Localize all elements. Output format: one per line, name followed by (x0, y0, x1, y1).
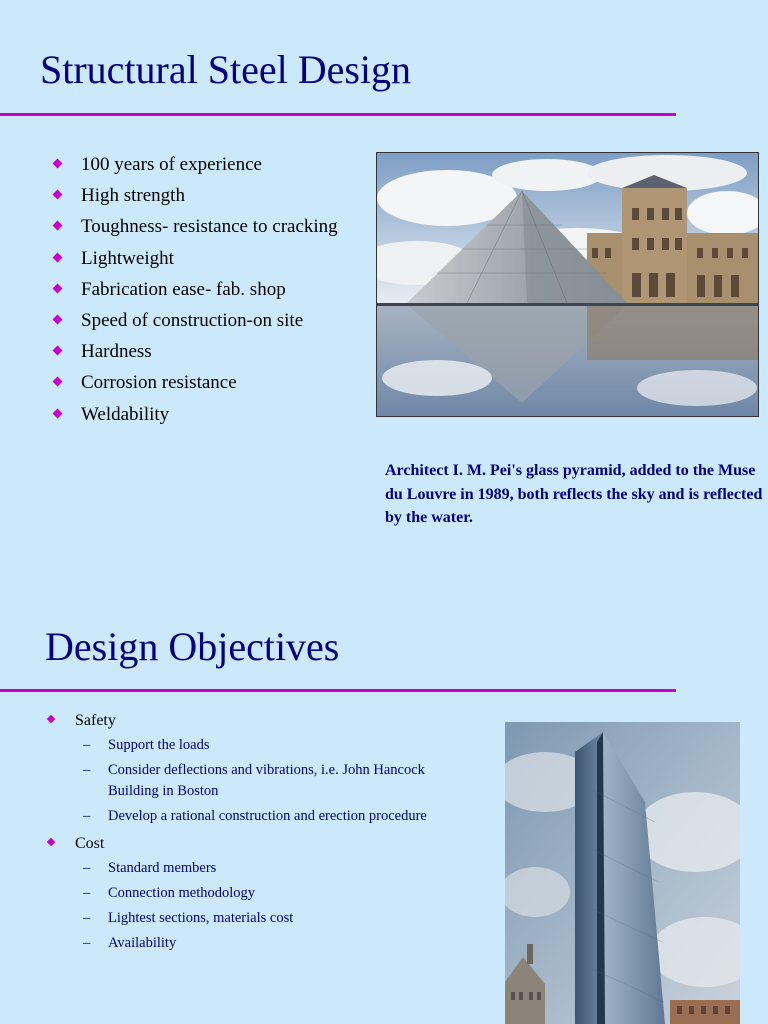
list-item (52, 369, 382, 400)
dash-bullet-icon: – (83, 910, 91, 926)
diamond-bullet-icon (53, 190, 63, 200)
sub-list-item (75, 735, 456, 756)
louvre-pyramid-photo (376, 152, 759, 417)
diamond-bullet-icon (47, 715, 55, 723)
dash-bullet-icon: – (83, 885, 91, 901)
sub-item-text: Availability (108, 935, 177, 951)
slide-title: Structural Steel Design (40, 47, 412, 92)
slide-title: Design Objectives (45, 624, 340, 669)
dash-bullet-icon: – (83, 860, 91, 876)
sub-list (75, 735, 456, 826)
bullet-text: Weldability (81, 403, 170, 425)
dash-bullet-icon: – (83, 737, 91, 753)
objectives-list (46, 710, 456, 961)
slide-design-objectives (0, 580, 768, 1024)
bullet-text: Corrosion resistance (81, 372, 237, 394)
sub-list-item (75, 760, 456, 801)
sub-item-text: Lightest sections, materials cost (108, 910, 294, 926)
list-item (52, 401, 382, 432)
sub-list-item (75, 933, 456, 954)
diamond-bullet-icon (53, 252, 63, 262)
list-item (52, 151, 382, 182)
title-divider (0, 689, 676, 692)
sub-list-item (75, 908, 456, 929)
diamond-bullet-icon (53, 346, 63, 356)
bullet-text: Fabrication ease- fab. shop (81, 278, 286, 300)
bullet-text: Lightweight (81, 247, 174, 269)
sub-list-item (75, 883, 456, 904)
list-item (52, 245, 382, 276)
bullet-text: Hardness (81, 341, 152, 363)
list-item (52, 182, 382, 213)
sub-item-text: Standard members (108, 860, 217, 876)
dash-bullet-icon: – (83, 807, 91, 824)
dash-bullet-icon: – (83, 935, 91, 951)
diamond-bullet-icon (53, 283, 63, 293)
hancock-tower-photo (505, 722, 740, 1024)
sub-item-text: Connection methodology (108, 885, 255, 901)
list-item (52, 338, 382, 369)
sub-list-item (75, 806, 456, 827)
diamond-bullet-icon (53, 314, 63, 324)
objective-heading: Cost (75, 835, 105, 852)
sub-item-text: Develop a rational construction and erection procedure (108, 807, 427, 824)
diamond-bullet-icon (53, 377, 63, 387)
photo-caption: Architect I. M. Pei's glass pyramid, added to the Muse du Louvre in 1989, both reflects the sky and is reflected by the water. (385, 462, 763, 526)
list-item (52, 213, 382, 244)
diamond-bullet-icon (53, 159, 63, 169)
list-item (52, 307, 382, 338)
bullet-text: Speed of construction-on site (81, 309, 304, 331)
sub-item-text: Support the loads (108, 737, 210, 753)
bullet-list (52, 151, 382, 432)
bullet-text: High strength (81, 185, 185, 207)
list-item (46, 833, 456, 954)
bullet-text: Toughness- resistance to cracking (81, 216, 338, 238)
diamond-bullet-icon (47, 838, 55, 846)
bullet-text: 100 years of experience (81, 154, 262, 175)
title-divider (0, 113, 676, 116)
dash-bullet-icon: – (83, 762, 91, 778)
sub-list (75, 858, 456, 954)
sub-item-text: Consider deflections and vibrations, i.e. John Hancock Building in Boston (108, 762, 425, 799)
list-item (46, 710, 456, 826)
diamond-bullet-icon (53, 408, 63, 418)
list-item (52, 276, 382, 307)
sub-list-item (75, 858, 456, 879)
diamond-bullet-icon (53, 221, 63, 231)
objective-heading: Safety (75, 712, 116, 729)
